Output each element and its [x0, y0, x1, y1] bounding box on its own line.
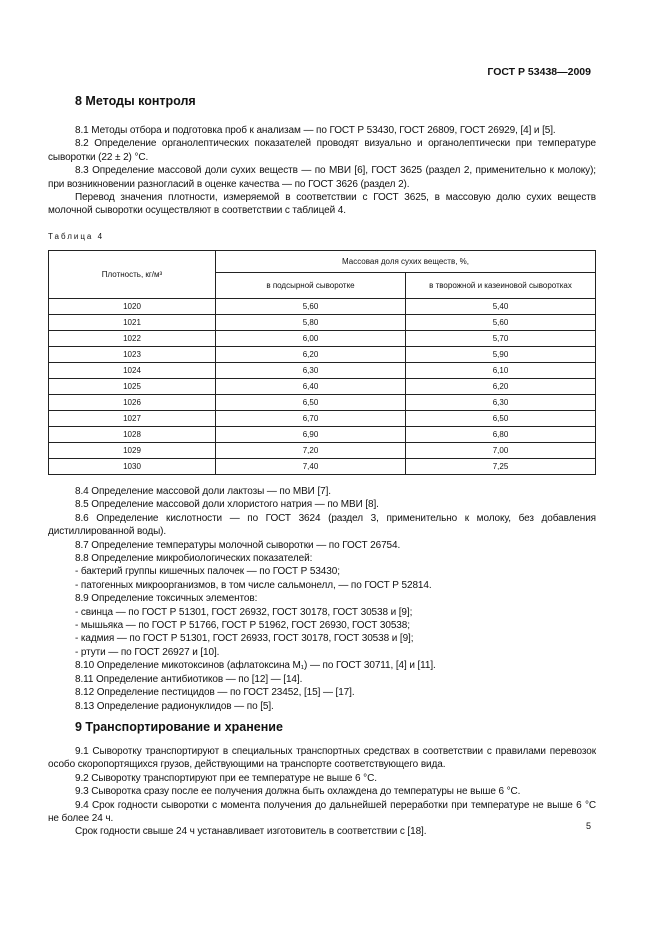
density-cell: 1027 [49, 411, 216, 427]
paragraph: 9.1 Сыворотку транспортируют в специальных транспортных средствах в соответствии с правилами перевозок особо скоропортящихся грузов, действующими на транспорте соответствующего вида. [48, 746, 596, 771]
paragraph: - свинца — по ГОСТ Р 51301, ГОСТ 26932, ГОСТ 30178, ГОСТ 30538 и [9]; [75, 606, 413, 618]
curd-whey-cell: 5,90 [406, 347, 596, 363]
col-header-curd-whey: в творожной и казеиновой сыворотках [406, 273, 596, 299]
curd-whey-cell: 6,10 [406, 363, 596, 379]
density-table [48, 250, 596, 475]
cheese-whey-cell: 5,60 [216, 299, 406, 315]
cheese-whey-cell: 7,40 [216, 459, 406, 475]
col-header-density: Плотность, кг/м³ [49, 251, 216, 299]
paragraph: 9.4 Срок годности сыворотки с момента получения до дальнейшей переработки при температуре не выше 6 °С не более 24 ч. [48, 799, 596, 825]
cheese-whey-cell: 6,00 [216, 331, 406, 347]
paragraph: 8.9 Определение токсичных элементов: [75, 593, 258, 605]
col-header-cheese-whey: в подсырной сыворотке [216, 273, 406, 299]
paragraph: 8.13 Определение радионуклидов — по [5]. [75, 700, 274, 712]
density-cell: 1022 [49, 331, 216, 347]
density-cell: 1029 [49, 443, 216, 459]
curd-whey-cell: 5,70 [406, 331, 596, 347]
cheese-whey-cell: 6,50 [216, 395, 406, 411]
paragraph: - патогенных микроорганизмов, в том числе сальмонелл, — по ГОСТ Р 52814. [75, 579, 432, 591]
paragraph: 8.5 Определение массовой доли хлористого натрия — по МВИ [8]. [75, 499, 379, 511]
curd-whey-cell: 5,60 [406, 315, 596, 331]
paragraph: 9.3 Сыворотка сразу после ее получения должна быть охлаждена до температуры не выше 6 °С. [75, 786, 521, 798]
curd-whey-cell: 6,80 [406, 427, 596, 443]
paragraph: Перевод значения плотности, измеряемой в соответствии с ГОСТ 3625, в массовую долю сухих веществ молочной сыворотки осуществляют в соответствии с таблицей 4. [48, 192, 596, 217]
curd-whey-cell: 7,25 [406, 459, 596, 475]
curd-whey-cell: 5,40 [406, 299, 596, 315]
table-row [49, 427, 596, 443]
table-row [49, 379, 596, 395]
paragraph: 8.4 Определение массовой доли лактозы — по МВИ [7]. [75, 486, 331, 497]
paragraph: 8.6 Определение кислотности — по ГОСТ 3624 (раздел 3, применительно к молоку, без добавления дистиллированной воды). [48, 512, 596, 538]
section-8-heading: 8 Методы контроля [75, 94, 196, 108]
paragraph: 9.2 Сыворотку транспортируют при ее температуре не выше 6 °С. [75, 772, 377, 784]
table-row [49, 411, 596, 427]
paragraph: Срок годности свыше 24 ч устанавливает изготовитель в соответствии с [18]. [75, 826, 427, 838]
table-row [49, 395, 596, 411]
cheese-whey-cell: 5,80 [216, 315, 406, 331]
page-number: 5 [585, 821, 591, 831]
curd-whey-cell: 6,50 [406, 411, 596, 427]
cheese-whey-cell: 6,90 [216, 427, 406, 443]
paragraph: 8.10 Определение микотоксинов (афлатоксина M₁) — по ГОСТ 30711, [4] и [11]. [75, 660, 436, 672]
table-caption: Таблица 4 [48, 232, 105, 241]
cheese-whey-cell: 6,70 [216, 411, 406, 427]
paragraph: 8.3 Определение массовой доли сухих веществ — по МВИ [6], ГОСТ 3625 (раздел 2, применительно к молоку); при возникновении разногласий в оценке качества — по ГОСТ 3626 (раздел 2). [48, 165, 596, 190]
density-cell: 1024 [49, 363, 216, 379]
standard-header: ГОСТ Р 53438—2009 [487, 66, 591, 78]
cheese-whey-cell: 6,20 [216, 347, 406, 363]
density-cell: 1028 [49, 427, 216, 443]
table-row [49, 363, 596, 379]
density-cell: 1026 [49, 395, 216, 411]
density-cell: 1020 [49, 299, 216, 315]
curd-whey-cell: 6,20 [406, 379, 596, 395]
section-9-paragraphs [48, 745, 596, 839]
section-8-paragraphs-a [48, 124, 596, 218]
paragraph: - ртути — по ГОСТ 26927 и [10]. [75, 646, 220, 658]
section-9-heading: 9 Транспортирование и хранение [75, 720, 283, 734]
cheese-whey-cell: 7,20 [216, 443, 406, 459]
paragraph: - мышьяка — по ГОСТ Р 51766, ГОСТ Р 51962, ГОСТ 26930, ГОСТ 30538; [75, 620, 410, 632]
curd-whey-cell: 6,30 [406, 395, 596, 411]
section-8-paragraphs-b [48, 485, 596, 713]
paragraph: 8.11 Определение антибиотиков — по [12] — [14]. [75, 673, 303, 685]
table-row [49, 331, 596, 347]
table-row [49, 315, 596, 331]
curd-whey-cell: 7,00 [406, 443, 596, 459]
paragraph: - бактерий группы кишечных палочек — по ГОСТ Р 53430; [75, 566, 340, 578]
paragraph: 8.8 Определение микробиологических показателей: [75, 553, 313, 565]
paragraph: 8.1 Методы отбора и подготовка проб к анализам — по ГОСТ Р 53430, ГОСТ 26809, ГОСТ 26929, [4] и [5]. [75, 125, 556, 136]
col-header-group: Массовая доля сухих веществ, %, [216, 251, 596, 273]
density-cell: 1025 [49, 379, 216, 395]
table-row [49, 443, 596, 459]
paragraph: 8.2 Определение органолептических показателей проводят визуально и органолептически при температуре сыворотки (22 ± 2) °С. [48, 138, 596, 163]
table-row [49, 459, 596, 475]
cheese-whey-cell: 6,40 [216, 379, 406, 395]
density-cell: 1030 [49, 459, 216, 475]
paragraph: 8.12 Определение пестицидов — по ГОСТ 23452, [15] — [17]. [75, 687, 355, 699]
table-row [49, 347, 596, 363]
density-cell: 1023 [49, 347, 216, 363]
cheese-whey-cell: 6,30 [216, 363, 406, 379]
density-cell: 1021 [49, 315, 216, 331]
paragraph: 8.7 Определение температуры молочной сыворотки — по ГОСТ 26754. [75, 539, 401, 551]
table-row [49, 299, 596, 315]
paragraph: - кадмия — по ГОСТ Р 51301, ГОСТ 26933, ГОСТ 30178, ГОСТ 30538 и [9]; [75, 633, 414, 645]
